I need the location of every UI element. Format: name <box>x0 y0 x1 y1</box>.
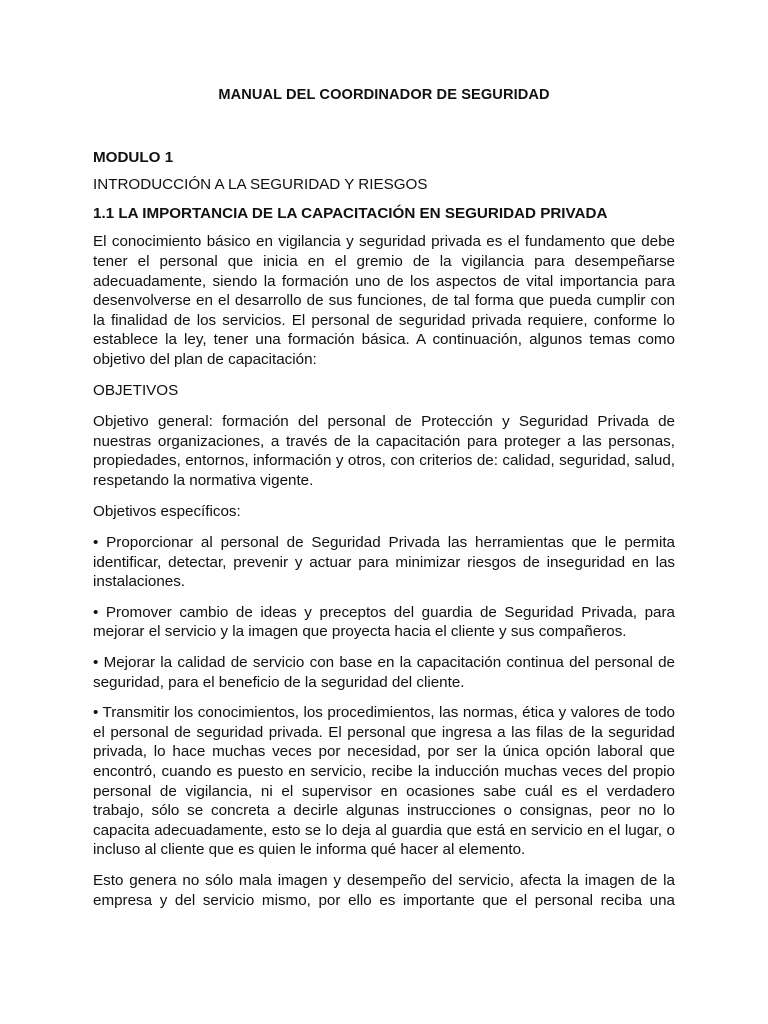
closing-paragraph: Esto genera no sólo mala imagen y desempeño del servicio, afecta la imagen de la empresa y del servicio mismo, por ello es importante que el personal reciba una <box>93 872 675 909</box>
document-title: MANUAL DEL COORDINADOR DE SEGURIDAD <box>218 87 550 103</box>
objectives-heading: OBJETIVOS <box>93 381 179 399</box>
specific-objectives-heading: Objetivos específicos: <box>93 502 241 520</box>
general-objective-paragraph: Objetivo general: formación del personal de Protección y Seguridad Privada de nuestras organizaciones, a través de la capacitación para proteger a las personas, propiedades, entornos, información y otros, con criterios de: calidad, seguridad, salud, respetando la normativa vigente. <box>93 413 675 489</box>
section-heading: 1.1 LA IMPORTANCIA DE LA CAPACITACIÓN EN SEGURIDAD PRIVADA <box>93 204 608 222</box>
module-subtitle: INTRODUCCIÓN A LA SEGURIDAD Y RIESGOS <box>93 176 428 194</box>
document-page <box>93 86 675 921</box>
objective-bullet: • Transmitir los conocimientos, los procedimientos, las normas, ética y valores de todo el personal de seguridad privada. El personal que ingresa a las filas de la seguridad privada, lo hace muchas veces por necesidad, por ser la única opción laboral que encontró, cuando es puesto en servicio, recibe la inducción muchas veces del propio personal de vigilancia, ni el supervisor en ocasiones sabe cuál es el verdadero trabajo, sólo se concreta a decirle algunas instrucciones o consignas, peor no lo capacita adecuadamente, esto se lo deja al guardia que está en servicio en el lugar, o incluso al cliente que es quien le informa qué hacer al elemento. <box>93 704 675 859</box>
objective-bullet: • Promover cambio de ideas y preceptos del guardia de Seguridad Privada, para mejorar el servicio y la imagen que proyecta hacia el cliente y sus compañeros. <box>93 603 675 641</box>
intro-paragraph: El conocimiento básico en vigilancia y seguridad privada es el fundamento que debe tener el personal que inicia en el gremio de la vigilancia para desempeñarse adecuadamente, siendo la formación uno de los aspectos de vital importancia para desenvolverse en el desarrollo de sus funciones, de tal forma que pueda cumplir con la finalidad de los servicios. El personal de seguridad privada requiere, conforme lo establece la ley, tener una formación básica. A continuación, algunos temas como objetivo del plan de capacitación: <box>93 233 675 368</box>
objective-bullet: • Proporcionar al personal de Seguridad Privada las herramientas que le permita identificar, detectar, prevenir y actuar para minimizar riesgos de inseguridad en las instalaciones. <box>93 534 675 591</box>
objective-bullet: • Mejorar la calidad de servicio con base en la capacitación continua del personal de seguridad, para el beneficio de la seguridad del cliente. <box>93 654 675 691</box>
module-title: MODULO 1 <box>93 148 174 166</box>
